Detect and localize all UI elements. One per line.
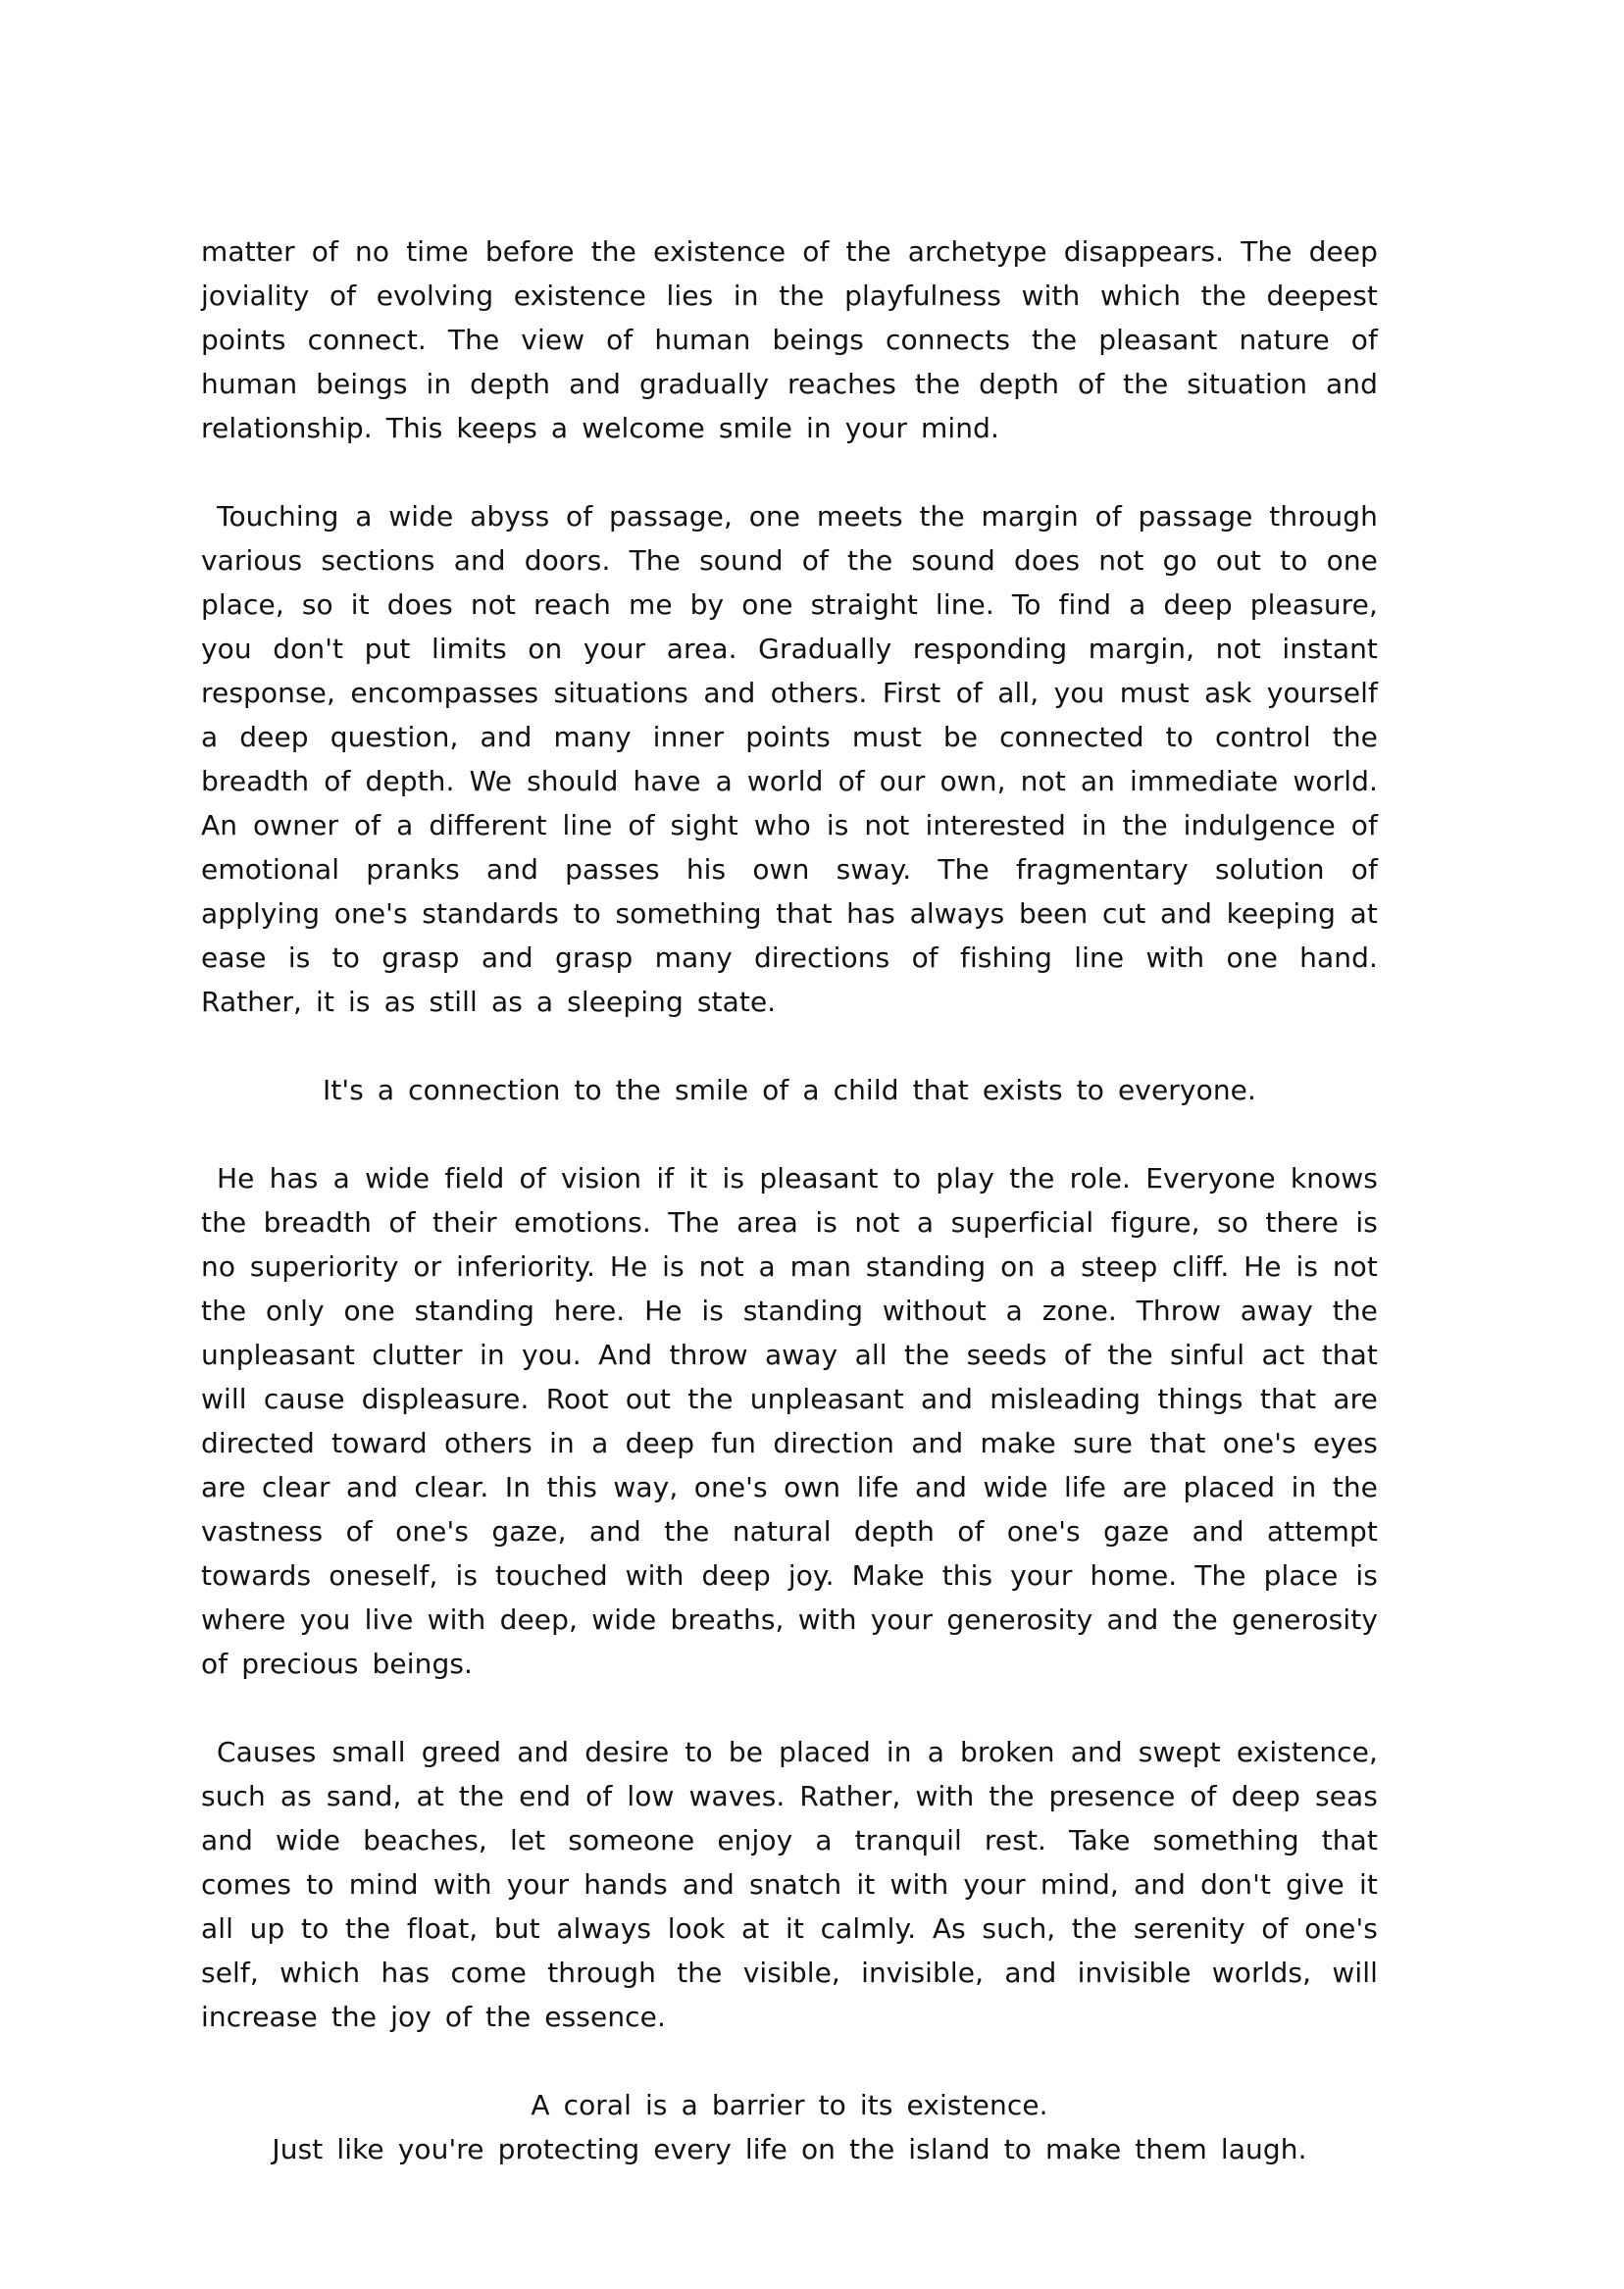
- closing-line-1: A coral is a barrier to its existence.: [531, 2089, 1048, 2121]
- paragraph-4: Causes small greed and desire to be placed in a broken and swept existence, such as sand, at the end of low waves. Rather, with the presence of deep seas and wide beaches, let someone enjoy a tranquil rest. Take something that comes to mind with your hands and snatch it with your mind, and don't give it all up to the float, but always look at it calmly. As such, the serenity of one's self, which has come through the visible, invisible, and invisible worlds, will increase the joy of the essence.: [201, 1736, 1378, 2033]
- closing-line-2: Just like you're protecting every life on the island to make them laugh.: [272, 2133, 1307, 2165]
- document-body: [201, 229, 1378, 2171]
- closing-verse: [201, 2083, 1378, 2171]
- paragraph-2: Touching a wide abyss of passage, one meets the margin of passage through various sections and doors. The sound of the sound does not go out to one place, so it does not reach me by one straight line. To find a deep pleasure, you don't put limits on your area. Gradually responding margin, not instant response, encompasses situations and others. First of all, you must ask yourself a deep question, and many inner points must be connected to control the breadth of depth. We should have a world of our own, not an immediate world. An owner of a different line of sight who is not interested in the indulgence of emotional pranks and passes his own sway. The fragmentary solution of applying one's standards to something that has always been cut and keeping at ease is to grasp and grasp many directions of fishing line with one hand. Rather, it is as still as a sleeping state.: [201, 500, 1378, 1018]
- centered-line: It's a connection to the smile of a child that exists to everyone.: [322, 1074, 1256, 1106]
- paragraph-1: matter of no time before the existence of the archetype disappears. The deep joviality of evolving existence lies in the playfulness with which the deepest points connect. The view of human beings connects the pleasant nature of human beings in depth and gradually reaches the depth of the situation and relationship. This keeps a welcome smile in your mind.: [201, 235, 1378, 444]
- paragraph-3: He has a wide field of vision if it is pleasant to play the role. Everyone knows the breadth of their emotions. The area is not a superficial figure, so there is no superiority or inferiority. He is not a man standing on a steep cliff. He is not the only one standing here. He is standing without a zone. Throw away the unpleasant clutter in you. And throw away all the seeds of the sinful act that will cause displeasure. Root out the unpleasant and misleading things that are directed toward others in a deep fun direction and make sure that one's eyes are clear and clear. In this way, one's own life and wide life are placed in the vastness of one's gaze, and the natural depth of one's gaze and attempt towards oneself, is touched with deep joy. Make this your home. The place is where you live with deep, wide breaths, with your generosity and the generosity of precious beings.: [201, 1162, 1378, 1680]
